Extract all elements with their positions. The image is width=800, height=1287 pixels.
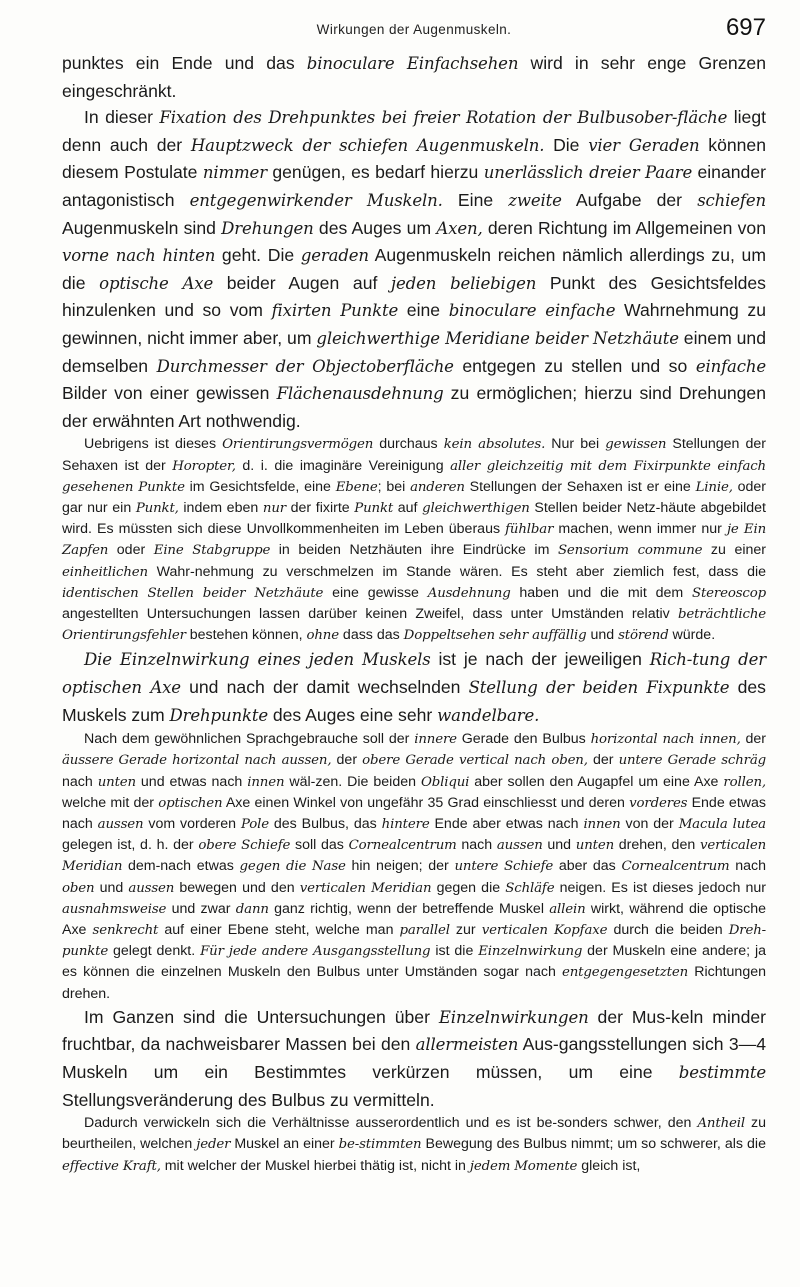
page-number: 697 (725, 14, 766, 41)
paragraph-sprachgebrauch: Nach dem gewöhnlichen Sprachgebrauche soll der innere Gerade den Bulbus horizontal nach innen, der äussere Gerade horizontal nach aussen, der obere Gerade vertical nach oben, der untere Gerade schräg nach unten und etwas nach innen wäl-zen. Die beiden Obliqui aber sollen den Augapfel um eine Axe rollen, welche mit der optischen Axe einen Winkel von ungefähr 35 Grad einschliesst und deren vorderes Ende etwas nach aussen vom vorderen Pole des Bulbus, das hintere Ende aber etwas nach innen von der Macula lutea gelegen ist, d. h. der obere Schiefe soll das Cornealcentrum nach aussen und unten drehen, den verticalen Meridian dem-nach etwas gegen die Nase hin neigen; der untere Schiefe aber das Cornealcentrum nach oben und aussen bewegen und den verticalen Meridian gegen die Schläfe neigen. Es ist dieses jedoch nur ausnahmsweise und zwar dann ganz richtig, wenn der betreffende Muskel allein wirkt, während die optische Axe senkrecht auf einer Ebene steht, welche man parallel zur verticalen Kopfaxe durch die beiden Dreh-punkte gelegt denkt. Für jede andere Ausgangsstellung ist die Einzelnwirkung der Muskeln eine andere; ja es können die einzelnen Muskeln den Bulbus unter Umständen sogar nach entgegengesetzten Richtungen drehen. (62, 731, 767, 1002)
running-head: Wirkungen der Augenmuskeln. (316, 22, 512, 37)
paragraph-untersuchungen: Im Ganzen sind die Untersuchungen über Einzelnwirkungen der Mus-keln minder fruchtbar, da nachweisbarer Massen bei den allermeisten Aus-gangsstellungen sich 3—4 Muskeln um ein Bestimmtes verkürzen müssen, um eine bestimmte Stellungsveränderung des Bulbus zu vermitteln. (62, 1006, 766, 1110)
page-header (62, 14, 766, 42)
page-body (62, 50, 766, 1177)
paragraph-einzelnwirkung: Die Einzelnwirkung eines jeden Muskels ist je nach der jeweiligen Rich-tung der optischen Axe und nach der damit wechselnden Stellung der beiden Fixpunkte des Muskels zum Drehpunkte des Auges eine sehr wandelbare. (62, 649, 766, 725)
paragraph-verhaeltnisse: Dadurch verwickeln sich die Verhältnisse ausserordentlich und es ist be-sonders schwer, den Antheil zu beurtheilen, welchen jeder Muskel an einer be-stimmten Bewegung des Bulbus nimmt; um so schwerer, als die effective Kraft, mit welcher der Muskel hierbei thätig ist, nicht in jedem Momente gleich ist, (62, 1115, 766, 1174)
paragraph-orientirungsvermoegen: Uebrigens ist dieses Orientirungsvermögen durchaus kein absolutes. Nur bei gewissen Stellungen der Sehaxen ist der Horopter, d. i. die imaginäre Vereinigung aller gleichzeitig mit dem Fixirpunkte einfach gesehenen Punkte im Gesichtsfelde, eine Ebene; bei anderen Stellungen der Sehaxen ist er eine Linie, oder gar nur ein Punkt, indem eben nur der fixirte Punkt auf gleichwerthigen Stellen beider Netz-häute abgebildet wird. Es müssten sich diese Unvollkommenheiten im Leben überaus fühlbar machen, wenn immer nur je Ein Zapfen oder Eine Stabgruppe in beiden Netzhäuten ihre Eindrücke im Sensorium commune zu einer einheitlichen Wahr-nehmung zu verschmelzen im Stande wären. Es steht aber ziemlich fest, dass die identischen Stellen beider Netzhäute eine gewisse Ausdehnung haben und die mit dem Stereoscop angestellten Untersuchungen lassen darüber keinen Zweifel, dass unter Umständen relativ beträchtliche Orientirungsfehler bestehen können, ohne dass das Doppeltsehen sehr auffällig und störend würde. (62, 436, 767, 644)
paragraph-continuation: punktes ein Ende und das binoculare Einfachsehen wird in sehr enge Grenzen eingeschränkt. (62, 53, 766, 101)
paragraph-fixation: In dieser Fixation des Drehpunktes bei freier Rotation der Bulbusober-fläche liegt denn auch der Hauptzweck der schiefen Augenmuskeln. Die vier Geraden können diesem Postulate nimmer genügen, es bedarf hierzu unerlässlich dreier Paare einander antagonistisch entgegenwirkender Muskeln. Eine zweite Aufgabe der schiefen Augenmuskeln sind Drehungen des Auges um Axen, deren Richtung im Allgemeinen von vorne nach hinten geht. Die geraden Augenmuskeln reichen nämlich allerdings zu, um die optische Axe beider Augen auf jeden beliebigen Punkt des Gesichtsfeldes hinzulenken und so vom fixirten Punkte eine binoculare einfache Wahrnehmung zu gewinnen, nicht immer aber, um gleichwerthige Meridiane beider Netzhäute einem und demselben Durchmesser der Objectoberfläche entgegen zu stellen und so einfache Bilder von einer gewissen Flächenausdehnung zu ermöglichen; hierzu sind Drehungen der erwähnten Art nothwendig. (62, 107, 766, 431)
